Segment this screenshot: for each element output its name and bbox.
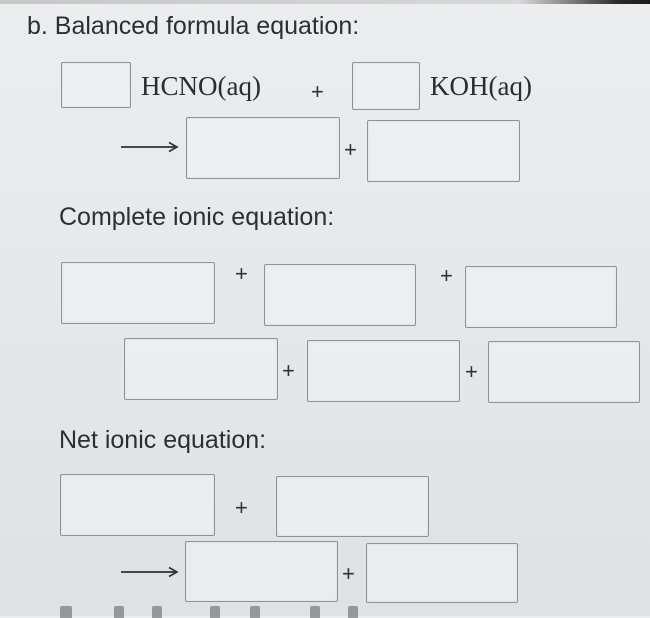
complete-ionic-plus-bottom-2: + (465, 359, 478, 384)
complete-ionic-reactant-3-input[interactable] (465, 266, 617, 328)
balanced-plus-1: + (311, 79, 324, 104)
balanced-product-1-input[interactable] (186, 117, 340, 179)
balanced-coefficient-2-input[interactable] (352, 62, 420, 110)
net-ionic-title: Net ionic equation: (59, 426, 267, 454)
balanced-reaction-arrow-icon (120, 141, 180, 153)
balanced-equation-title: b. Balanced formula equation: (27, 12, 360, 40)
complete-ionic-product-2-input[interactable] (307, 340, 460, 402)
net-ionic-reactant-1-input[interactable] (60, 474, 215, 536)
balanced-reactant-2: KOH(aq) (430, 71, 532, 101)
balanced-product-2-input[interactable] (367, 120, 520, 182)
complete-ionic-title: Complete ionic equation: (59, 203, 335, 231)
top-edge (0, 0, 650, 4)
net-ionic-reactant-2-input[interactable] (276, 476, 429, 537)
balanced-reactant-1: HCNO(aq) (141, 71, 261, 101)
complete-ionic-reactant-2-input[interactable] (264, 264, 416, 326)
net-ionic-reaction-arrow-icon (120, 566, 180, 578)
complete-ionic-reactant-1-input[interactable] (61, 262, 215, 324)
net-ionic-product-2-input[interactable] (366, 543, 518, 603)
net-ionic-product-1-input[interactable] (185, 541, 338, 602)
net-ionic-plus-bottom: + (342, 561, 355, 586)
complete-ionic-plus-bottom-1: + (282, 358, 295, 383)
complete-ionic-product-1-input[interactable] (124, 338, 278, 400)
complete-ionic-product-3-input[interactable] (488, 341, 640, 403)
net-ionic-plus-top: + (235, 495, 248, 520)
complete-ionic-plus-top-1: + (235, 261, 248, 286)
balanced-coefficient-1-input[interactable] (61, 62, 131, 108)
complete-ionic-plus-top-2: + (440, 263, 453, 288)
balanced-plus-2: + (344, 137, 357, 162)
